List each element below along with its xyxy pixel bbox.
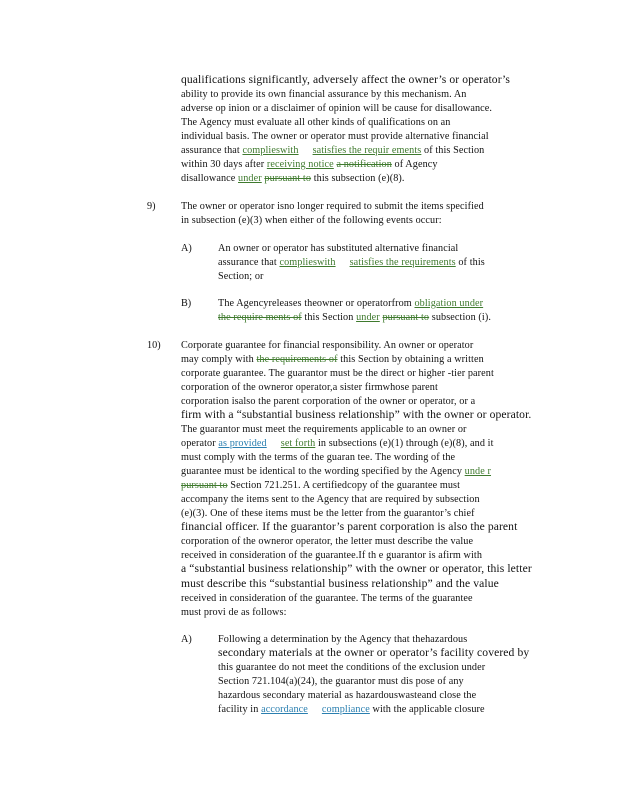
text-run: this Section by obtaining a written bbox=[337, 354, 484, 365]
text-line bbox=[218, 256, 485, 269]
deleted-text: pursuant to bbox=[181, 480, 228, 491]
text-line: qualifications significantly, adversely affect the owner’s or operator’s bbox=[181, 73, 511, 86]
text-line: Section 721.104(a)(24), the guarantor must dis pose of any bbox=[218, 676, 464, 687]
text-line: this guarantee do not meet the conditions of the exclusion under bbox=[218, 662, 486, 673]
text-run: disallowance bbox=[181, 173, 239, 184]
text-line: The guarantor must meet the requirements applicable to an owner or bbox=[181, 424, 467, 435]
text-line bbox=[181, 353, 484, 366]
text-line: individual basis. The owner or operator must provide alternative financial bbox=[181, 131, 489, 142]
inserted-text: complieswith bbox=[242, 145, 299, 156]
text-line bbox=[218, 297, 483, 310]
text-run: of Agency bbox=[391, 159, 438, 170]
deleted-text: a notification bbox=[336, 159, 392, 170]
inserted-text: receiving notice bbox=[266, 159, 334, 170]
text-run: this subsection (e)(8). bbox=[311, 173, 405, 184]
text-line: corporation isalso the parent corporation of the owner or operator, or a bbox=[181, 396, 476, 407]
text-line: The owner or operator isno longer required to submit the items specified bbox=[181, 201, 484, 212]
text-line: The Agency must evaluate all other kinds of qualifications on an bbox=[181, 117, 451, 128]
deleted-text: the requirements of bbox=[256, 354, 338, 365]
text-line: financial officer. If the guarantor’s parent corporation is also the parent bbox=[181, 520, 518, 533]
text-run: The Agencyreleases theowner or operatorfrom bbox=[218, 298, 415, 309]
inserted-text: as provided bbox=[218, 438, 267, 449]
inserted-text: complieswith bbox=[279, 257, 336, 268]
inserted-text: under bbox=[238, 173, 262, 184]
deleted-text: the require ments of bbox=[218, 312, 302, 323]
item-number: 9) bbox=[147, 201, 156, 212]
text-line bbox=[218, 311, 491, 324]
text-line bbox=[181, 144, 484, 157]
subitem-label: A) bbox=[181, 634, 192, 645]
text-line: received in consideration of the guarantee. The terms of the guarantee bbox=[181, 593, 473, 604]
text-line bbox=[181, 465, 491, 478]
text-line: Corporate guarantee for financial responsibility. An owner or operator bbox=[181, 340, 474, 351]
inserted-text: compliance bbox=[321, 704, 370, 715]
text-line: in subsection (e)(3) when either of the following events occur: bbox=[181, 215, 442, 226]
inserted-text: accordance bbox=[261, 704, 308, 715]
text-run: guarantee must be identical to the wording specified by the Agency bbox=[181, 466, 465, 477]
text-line: adverse op inion or a disclaimer of opinion will be cause for disallowance. bbox=[181, 103, 493, 114]
text-line: corporation of the owneror operator, the letter must describe the value bbox=[181, 536, 474, 547]
text-line: Section; or bbox=[218, 271, 264, 282]
deleted-text: pursuant to bbox=[264, 173, 312, 184]
text-line: Following a determination by the Agency that thehazardous bbox=[218, 634, 468, 645]
text-run: facility in bbox=[218, 704, 262, 715]
text-line: a “substantial business relationship” with the owner or operator, this letter bbox=[181, 562, 532, 575]
text-line: corporate guarantee. The guarantor must be the direct or higher -tier parent bbox=[181, 368, 494, 379]
text-line bbox=[181, 158, 438, 171]
text-line bbox=[218, 703, 485, 716]
text-run: Section 721.251. A certifiedcopy of the guarantee must bbox=[227, 480, 461, 491]
inserted-text: under bbox=[356, 312, 380, 323]
text-line: firm with a “substantial business relationship” with the owner or operator. bbox=[181, 408, 532, 421]
text-run: in subsections (e)(1) through (e)(8), and it bbox=[315, 438, 494, 449]
inserted-text: satisfies the requirements bbox=[349, 257, 456, 268]
text-line: ability to provide its own financial assurance by this mechanism. An bbox=[181, 89, 467, 100]
text-run: this Section bbox=[301, 312, 357, 323]
text-line: must describe this “substantial business relationship” and the value bbox=[181, 577, 499, 590]
text-line: corporation of the owneror operator,a sister firmwhose parent bbox=[181, 382, 438, 393]
text-run: with the applicable closure bbox=[369, 704, 485, 715]
text-run: of this Section bbox=[421, 145, 485, 156]
text-line: hazardous secondary material as hazardouswasteand close the bbox=[218, 690, 477, 701]
text-line: An owner or operator has substituted alternative financial bbox=[218, 243, 459, 254]
text-line: received in consideration of the guarantee.If th e guarantor is afirm with bbox=[181, 550, 483, 561]
text-line: must provi de as follows: bbox=[181, 607, 287, 618]
text-line bbox=[181, 479, 460, 492]
subitem-label: A) bbox=[181, 243, 192, 254]
text-run: of this bbox=[455, 257, 485, 268]
text-run: subsection (i). bbox=[429, 312, 491, 323]
text-run: operator bbox=[181, 438, 219, 449]
subitem-label: B) bbox=[181, 298, 192, 309]
text-run: within 30 days after bbox=[181, 159, 267, 170]
text-line: accompany the items sent to the Agency that are required by subsection bbox=[181, 494, 480, 505]
text-run: may comply with bbox=[181, 354, 257, 365]
item-number: 10) bbox=[147, 340, 161, 351]
inserted-text: satisfies the requir ements bbox=[312, 145, 422, 156]
inserted-text: set forth bbox=[280, 438, 316, 449]
deleted-text: pursuant to bbox=[382, 312, 430, 323]
inserted-text: obligation under bbox=[414, 298, 484, 309]
text-line: must comply with the terms of the guaran tee. The wording of the bbox=[181, 452, 456, 463]
inserted-text: unde r bbox=[464, 466, 492, 477]
text-line: (e)(3). One of these items must be the letter from the guarantor’s chief bbox=[181, 508, 475, 519]
text-line bbox=[181, 437, 494, 450]
text-run: assurance that bbox=[181, 145, 243, 156]
text-line bbox=[181, 172, 405, 185]
text-run: assurance that bbox=[218, 257, 280, 268]
text-line: secondary materials at the owner or operator’s facility covered by bbox=[218, 646, 530, 659]
